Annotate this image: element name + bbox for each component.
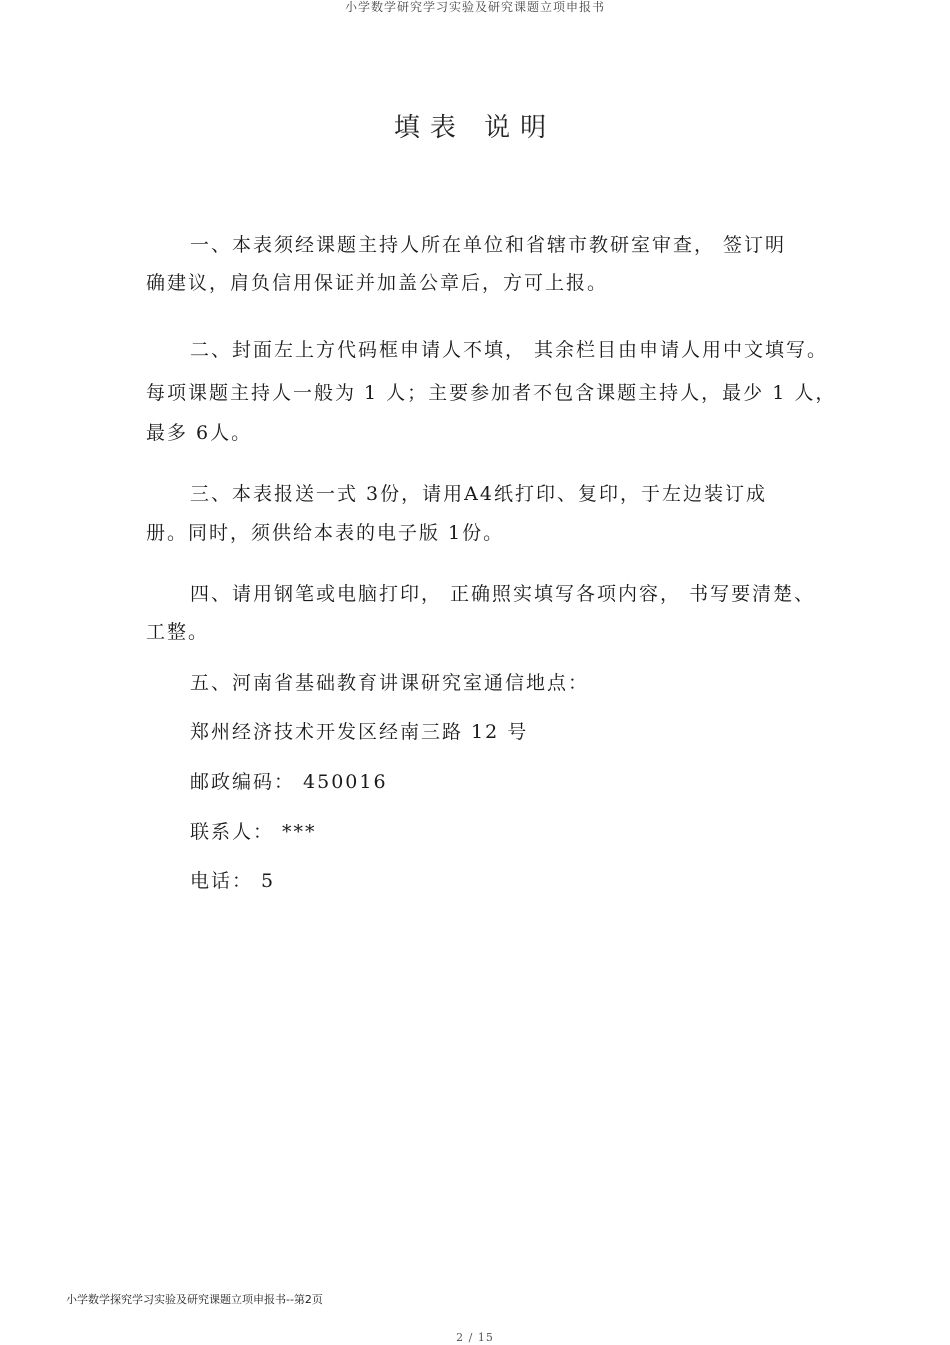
running-header: 小学数学研究学习实验及研究课题立项申报书 [344, 0, 605, 14]
section-3-line-2: 册。同时，须供给本表的电子版 1份。 [146, 522, 505, 544]
section-4-line-2: 工整。 [146, 621, 210, 643]
section-2-line-3: 最多 6人。 [146, 422, 253, 444]
postcode-line: 邮政编码： 450016 [190, 771, 388, 793]
section-2-line-2: 每项课题主持人一般为 1 人；主要参加者不包含课题主持人，最少 1 人， [146, 382, 837, 404]
phone-line: 电话： 5 [190, 870, 276, 892]
section-3-line-1: 三、本表报送一式 3份，请用A4纸打印、复印，于左边装订成 [190, 483, 767, 505]
address-line: 郑州经济技术开发区经南三路 12 号 [190, 721, 529, 743]
contact-line: 联系人： *** [190, 821, 317, 843]
page-title: 填表 说明 [393, 113, 557, 143]
section-1-line-1: 一、本表须经课题主持人所在单位和省辖市教研室审查， 签订明 [190, 234, 787, 256]
section-1-line-2: 确建议，肩负信用保证并加盖公章后，方可上报。 [146, 272, 609, 294]
section-5-line-1: 五、河南省基础教育讲课研究室通信地点： [190, 672, 590, 694]
section-4-line-1: 四、请用钢笔或电脑打印， 正确照实填写各项内容， 书写要清楚、 [190, 583, 816, 605]
page-number: 2 / 15 [456, 1331, 494, 1344]
section-2-line-1: 二、封面左上方代码框申请人不填， 其余栏目由申请人用中文填写。 [190, 339, 829, 361]
footer-note: 小学数学探究学习实验及研究课题立项申报书--第2页 [66, 1293, 323, 1306]
